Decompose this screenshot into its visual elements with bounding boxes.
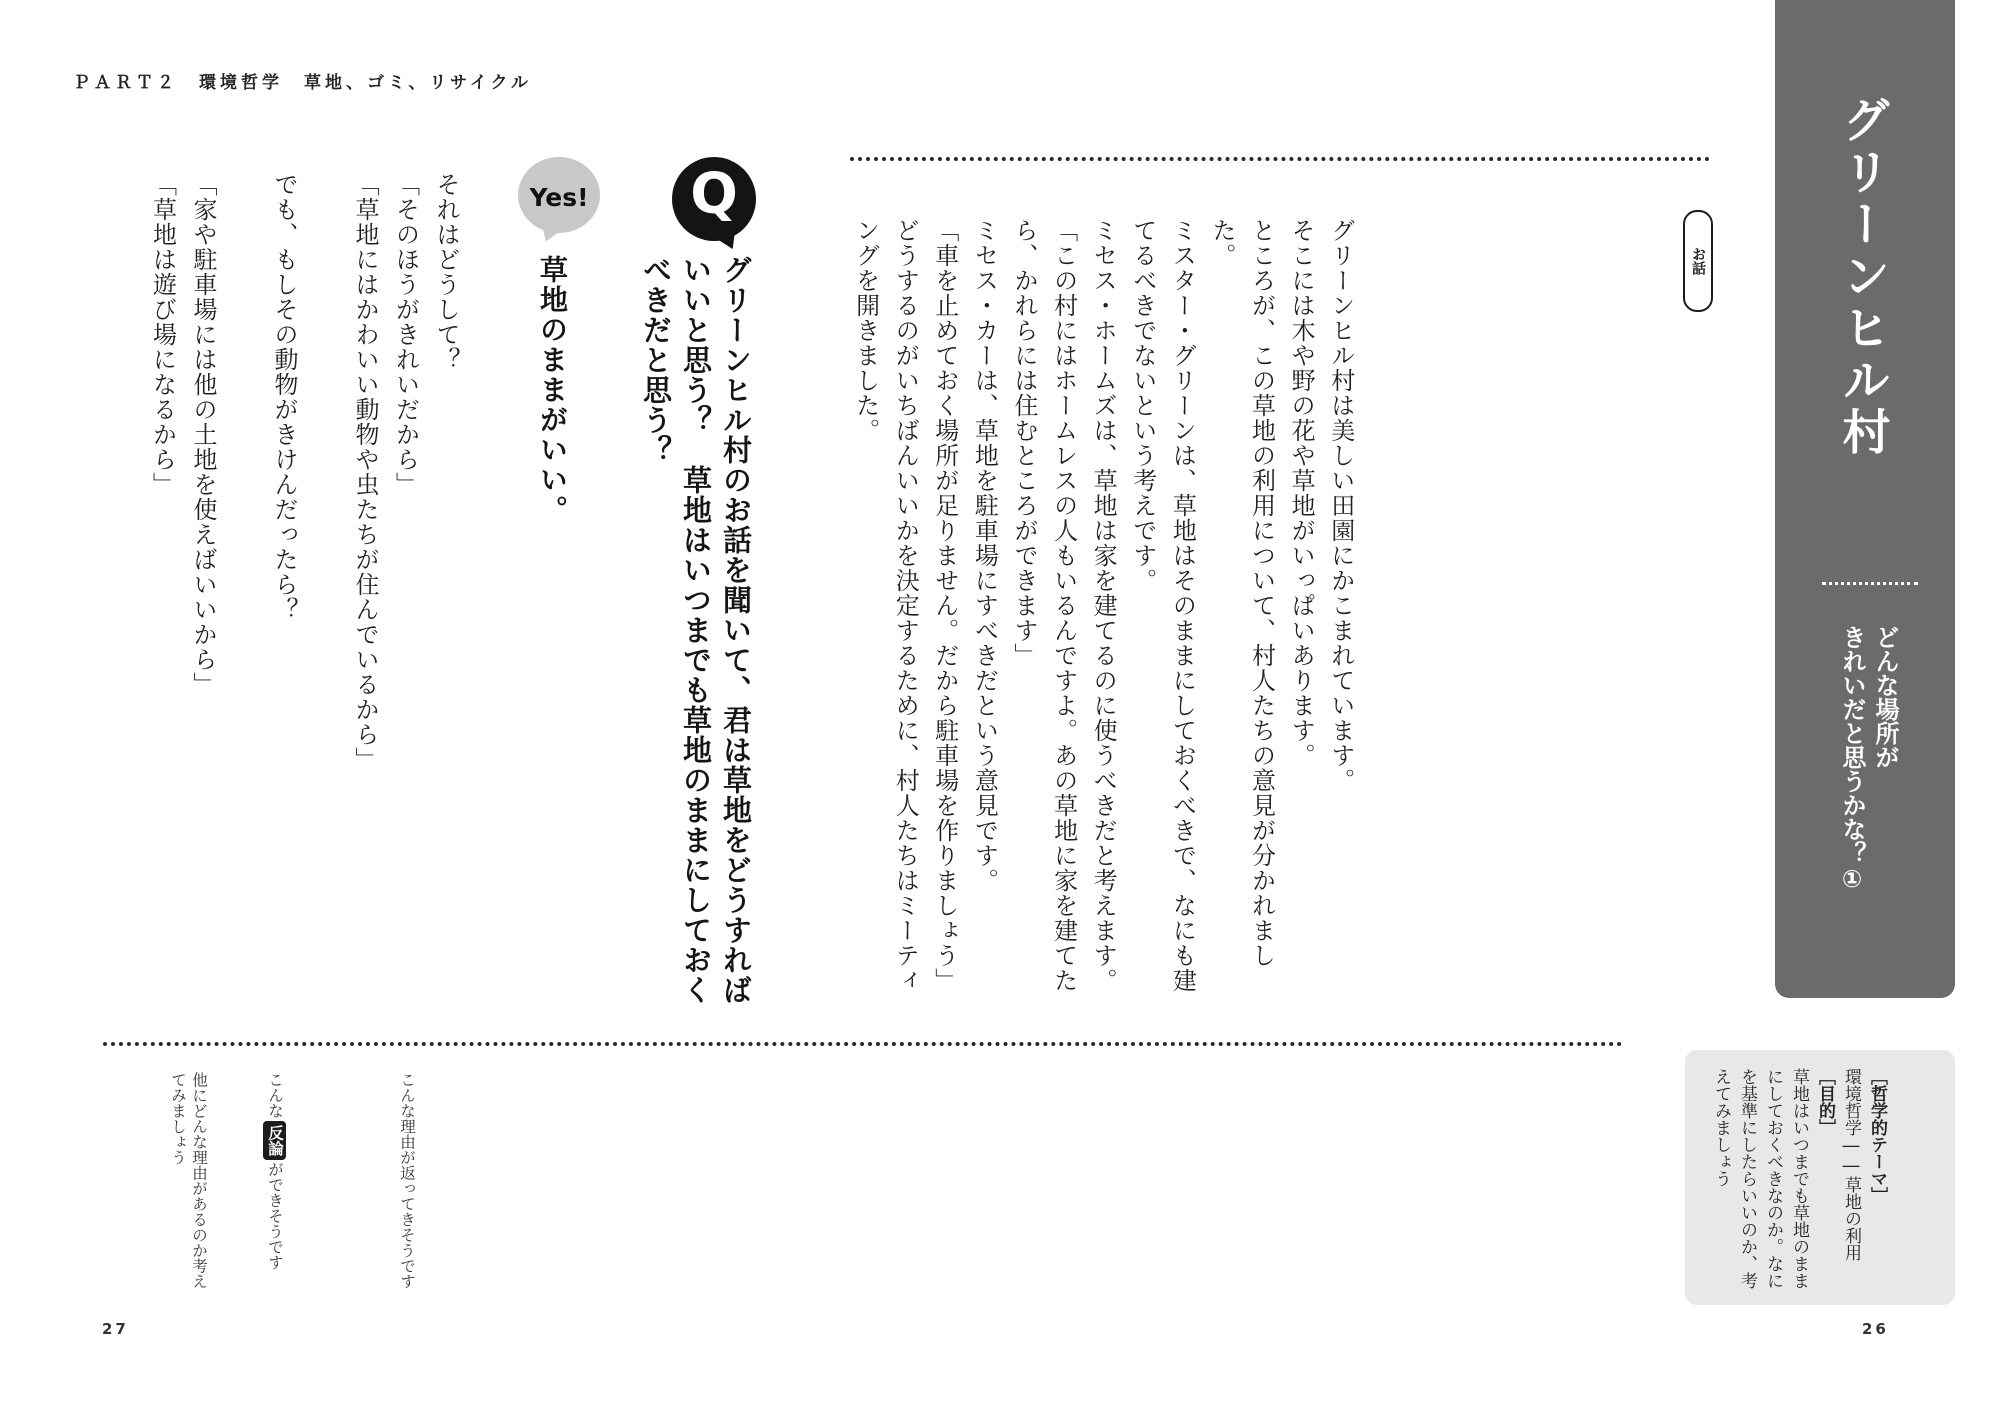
dialogue-line: でも、もしその動物がきけんだったら？ xyxy=(270,172,298,622)
title-divider xyxy=(1822,582,1918,585)
theme-content xyxy=(1708,1068,1890,1293)
story-divider xyxy=(850,157,1710,161)
story-paragraph: 「車を止めておく場所が足りません。だから駐車場を作りましょう」 xyxy=(930,218,959,993)
story-paragraph: どうするのがいちばんいいかを決定するために、村人たちはミーティングを開きました。 xyxy=(851,218,920,993)
subtitle-line: きれいだと思うかな？① xyxy=(1838,625,1866,893)
chapter-subtitle xyxy=(1835,625,1901,955)
note-think: 他にどんな理由があるのか考えてみましょう xyxy=(169,1072,208,1289)
dialogue-line: 「そのほうがきれいだから」 xyxy=(391,172,420,497)
dialogue-spacer xyxy=(304,172,345,852)
dialogue-line: 「家や駐車場には他の土地を使えばいいから」 xyxy=(189,172,217,697)
note-counterargument xyxy=(263,1072,286,1302)
note-text: こんな xyxy=(266,1072,284,1119)
running-header: ＰＡＲＴ２ 環境哲学 草地、ゴミ、リサイクル xyxy=(73,73,532,93)
question-icon: Q xyxy=(690,162,738,227)
chapter-title: グリーンヒル村 xyxy=(1834,95,1890,459)
note-reasons: こんな理由が返ってきそうです xyxy=(398,1072,416,1289)
dialogue-text xyxy=(142,172,466,852)
dialogue-line: それはどうして？ xyxy=(432,172,460,372)
theme-value: 環境哲学――草地の利用 xyxy=(1841,1068,1861,1261)
dialogue-line: 「草地は遊び場になるから」 xyxy=(148,172,177,497)
theme-label: ［哲学的テーマ］ xyxy=(1867,1068,1887,1204)
yes-label: Yes! xyxy=(529,183,589,212)
dialogue-spacer xyxy=(223,172,264,852)
notes-divider xyxy=(103,1042,1623,1046)
yes-answer: 草地のままがいい。 xyxy=(536,255,569,525)
purpose-label: ［目的］ xyxy=(1815,1068,1835,1136)
story-paragraph: ミセス・ホームズは、草地は家を建てるのに使うべきだと考えます。 xyxy=(1089,218,1118,993)
question-text: グリーンヒル村のお話を聞いて、君は草地をどうすればいいと思う？ 草地はいつまでも草地のままにしておくべきだと思う？ xyxy=(639,255,753,1005)
subtitle-line: どんな場所が xyxy=(1871,625,1899,769)
story-paragraph: グリーンヒル村は美しい田園にかこまれています。 xyxy=(1326,218,1355,793)
story-tag: お話 xyxy=(1683,210,1713,312)
story-paragraph: ところが、この草地の利用について、村人たちの意見が分かれました。 xyxy=(1207,218,1276,968)
story-paragraph: そこには木や野の花や草地がいっぱいあります。 xyxy=(1287,218,1316,768)
note-text: ができそうです xyxy=(266,1161,284,1270)
story-paragraph: ミセス・カーは、草地を駐車場にすべきだという意見です。 xyxy=(970,218,999,893)
page-number-left: 27 xyxy=(102,1320,129,1338)
story-paragraph: 「この村にはホームレスの人もいるんですよ。あの草地に家を建てたら、かれらには住むところができます」 xyxy=(1009,218,1078,993)
story-text xyxy=(845,218,1360,998)
counterargument-badge: 反論 xyxy=(263,1121,286,1160)
page-number-right: 26 xyxy=(1862,1320,1889,1338)
story-paragraph: ミスター・グリーンは、草地はそのままにしておくべきで、なにも建てるべきでないという考えです。 xyxy=(1128,218,1197,993)
dialogue-line: 「草地にはかわいい動物や虫たちが住んでいるから」 xyxy=(351,172,379,772)
purpose-value: 草地はいつまでも草地のままにしておくべきなのか。なにを基準にしたらいいのか、考えてみましょう xyxy=(1711,1068,1809,1289)
